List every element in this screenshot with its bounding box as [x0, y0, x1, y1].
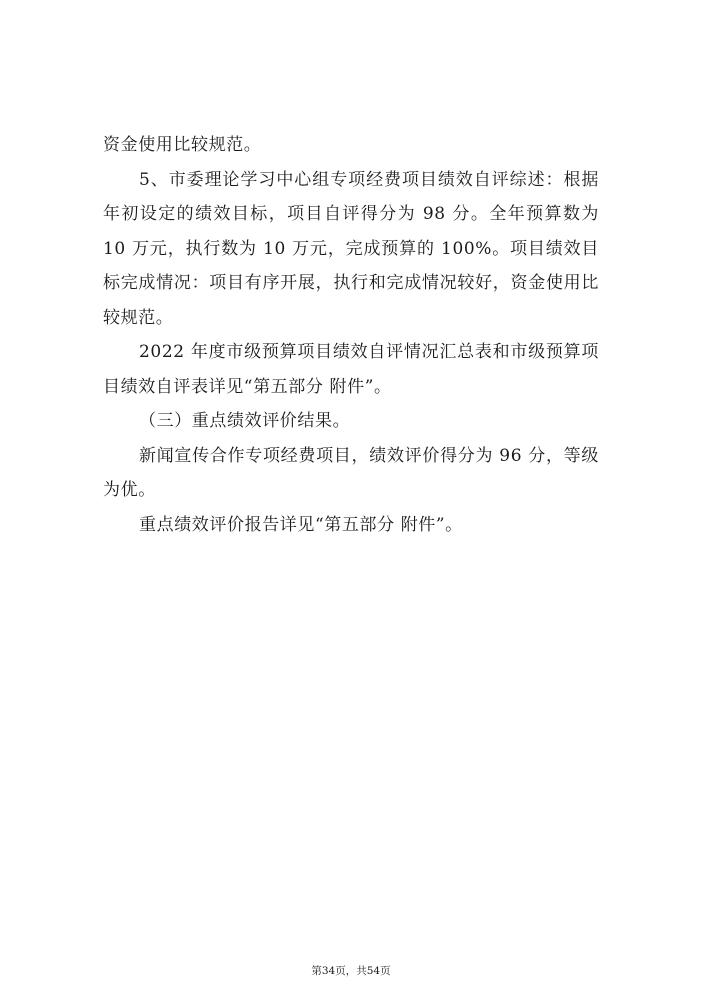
paragraph-study-group-summary: 5、市委理论学习中心组专项经费项目绩效自评综述：根据年初设定的绩效目标，项目自评得分为 98 分。全年预算数为 10 万元，执行数为 10 万元，完成预算的 100%。项目绩效目标完成情况：项目有序开展，执行和完成情况较好，资金使用比较规范。 [103, 169, 599, 328]
paragraph-news-project-score: 新闻宣传合作专项经费项目，绩效评价得分为 96 分，等级为优。 [103, 445, 599, 500]
body-text [103, 128, 599, 542]
paragraph-funds-usage: 资金使用比较规范。 [103, 135, 262, 155]
paragraph-report-reference: 重点绩效评价报告详见“第五部分 附件”。 [139, 514, 463, 535]
section-heading-key-evaluation: （三）重点绩效评价结果。 [139, 411, 351, 431]
page-number-footer: 第34页，共54页 [311, 965, 391, 977]
paragraph-summary-table-reference: 2022 年度市级预算项目绩效自评情况汇总表和市级预算项目绩效自评表详见“第五部分 附件”。 [103, 342, 599, 397]
